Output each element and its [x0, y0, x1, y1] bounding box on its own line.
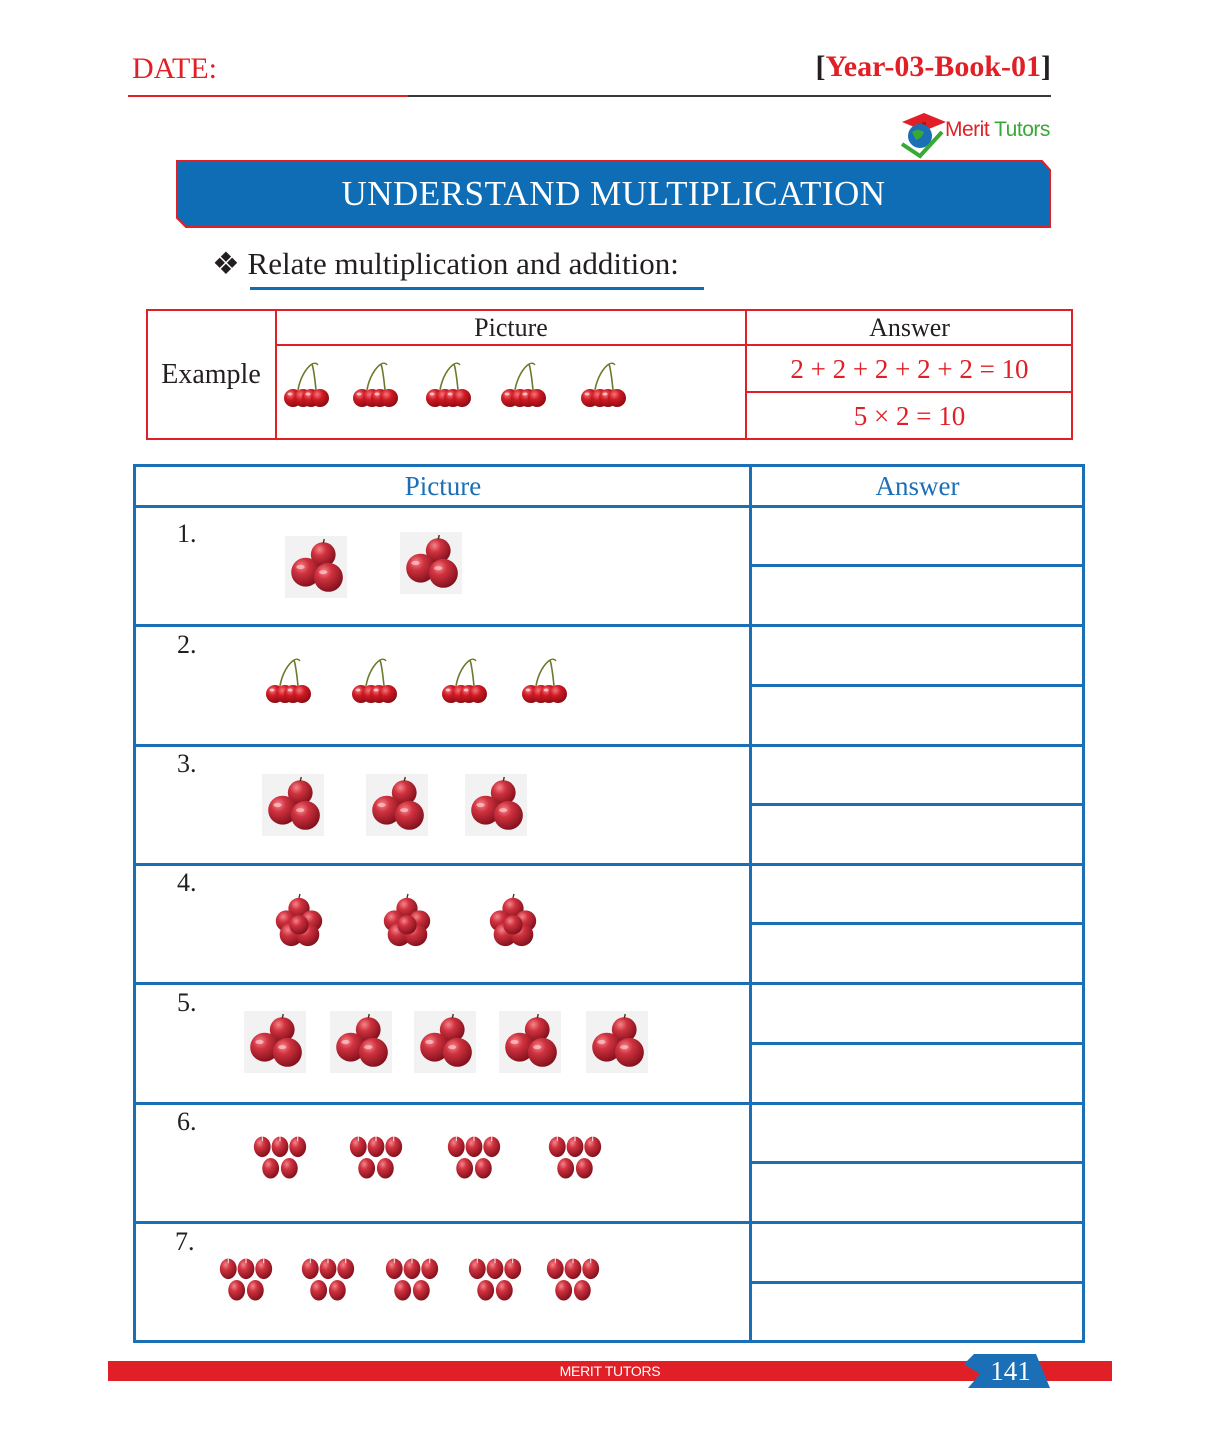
apple-five-icon [547, 1134, 603, 1182]
apple-trio-icon [244, 1011, 306, 1073]
apple-trio-icon [366, 774, 428, 836]
cherry-pair-icon [518, 656, 568, 706]
answer-addition-field[interactable] [752, 747, 1082, 803]
apple-five-icon [348, 1134, 404, 1182]
answer-multiplication-field[interactable] [752, 567, 1082, 624]
apple-trio-icon [262, 774, 324, 836]
answer-addition-field[interactable] [752, 627, 1082, 684]
cherry-pair-icon [280, 360, 330, 410]
logo-text [945, 118, 1050, 142]
date-label: DATE: [132, 52, 217, 85]
answer-addition-field[interactable] [752, 508, 1082, 564]
book-tag-code: Year-03-Book-01 [825, 50, 1041, 83]
example-multiplication-answer: 5 × 2 = 10 [853, 401, 966, 431]
row-number: 4. [177, 868, 197, 897]
row-number: 1. [177, 519, 197, 548]
apple-five-icon [300, 1256, 356, 1304]
header-rule-dark [408, 95, 1051, 97]
apple-five-icon [545, 1256, 601, 1304]
apple-trio-icon [330, 1011, 392, 1073]
apple-pile-icon [270, 892, 328, 950]
book-tag-open: [ [815, 50, 826, 83]
cherry-pair-icon [497, 360, 547, 410]
page-title: UNDERSTAND MULTIPLICATION [341, 174, 886, 213]
apple-five-icon [384, 1256, 440, 1304]
row-number: 3. [177, 749, 197, 778]
cherry-pair-icon [438, 656, 488, 706]
header-rule-red [128, 95, 408, 97]
apple-five-icon [446, 1134, 502, 1182]
apple-pile-icon [484, 892, 542, 950]
answer-addition-field[interactable] [752, 866, 1082, 922]
apple-trio-icon [586, 1011, 648, 1073]
logo-text-merit: Merit [945, 118, 990, 141]
answer-addition-field[interactable] [752, 1224, 1082, 1281]
apple-five-icon [252, 1134, 308, 1182]
apple-trio-icon [414, 1011, 476, 1073]
footer-text: MERIT TUTORS [559, 1363, 661, 1379]
answer-multiplication-field[interactable] [752, 806, 1082, 863]
logo-text-tutors: Tutors [989, 118, 1050, 141]
apple-trio-icon [400, 532, 462, 594]
diamond-bullet-icon: ❖ [212, 246, 240, 281]
example-label: Example [161, 359, 261, 390]
cherry-pair-icon [349, 360, 399, 410]
apple-trio-icon [465, 774, 527, 836]
apple-trio-icon [285, 536, 347, 598]
row-number: 7. [175, 1227, 195, 1256]
example-picture-header: Picture [474, 313, 548, 342]
answer-multiplication-field[interactable] [752, 925, 1082, 982]
book-tag [815, 50, 1051, 84]
cherry-pair-icon [348, 656, 398, 706]
answer-addition-field[interactable] [752, 985, 1082, 1042]
row-number: 6. [177, 1107, 197, 1136]
answer-multiplication-field[interactable] [752, 1164, 1082, 1221]
section-heading [212, 246, 679, 282]
exercise-answer-header: Answer [875, 471, 960, 501]
row-number: 5. [177, 988, 197, 1017]
example-answer-header: Answer [869, 313, 950, 342]
cherry-pair-icon [422, 360, 472, 410]
row-number: 2. [177, 630, 197, 659]
answer-addition-field[interactable] [752, 1105, 1082, 1161]
section-heading-underline [250, 287, 704, 290]
cherry-pair-icon [262, 656, 312, 706]
apple-five-icon [467, 1256, 523, 1304]
apple-trio-icon [499, 1011, 561, 1073]
answer-multiplication-field[interactable] [752, 1284, 1082, 1340]
apple-five-icon [218, 1256, 274, 1304]
answer-multiplication-field[interactable] [752, 687, 1082, 744]
page-number: 141 [990, 1356, 1031, 1386]
answer-multiplication-field[interactable] [752, 1045, 1082, 1102]
cherry-pair-icon [577, 360, 627, 410]
exercise-picture-header: Picture [404, 471, 482, 501]
section-heading-text: Relate multiplication and addition: [247, 246, 679, 281]
book-tag-close: ] [1041, 50, 1051, 83]
apple-pile-icon [378, 892, 436, 950]
example-addition-answer: 2 + 2 + 2 + 2 + 2 = 10 [790, 354, 1029, 384]
